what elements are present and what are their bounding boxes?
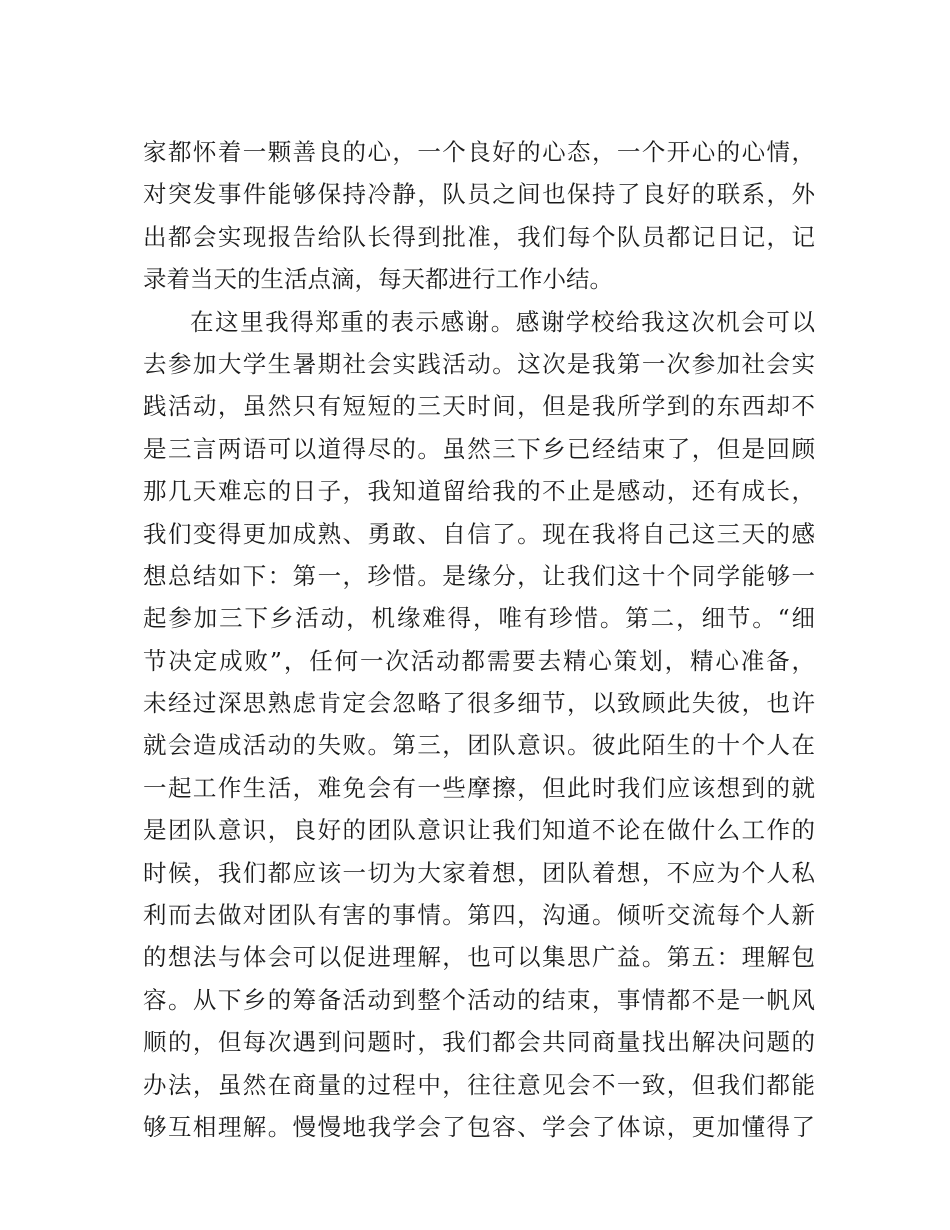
text-line: 对突发事件能够保持冷静，队员之间也保持了良好的联系，外: [143, 180, 815, 209]
text-line: 是团队意识，良好的团队意识让我们知道不论在做什么工作的: [143, 816, 815, 845]
paragraph-continuation: [143, 131, 815, 301]
text-line: 利而去做对团队有害的事情。第四，沟通。倾听交流每个人新: [143, 901, 815, 930]
text-line: 办法，虽然在商量的过程中，往往意见会不一致，但我们都能: [143, 1070, 815, 1099]
text-line: 家都怀着一颗善良的心，一个良好的心态，一个开心的心情，: [143, 138, 815, 166]
text-line: 一起工作生活，难免会有一些摩擦，但此时我们应该想到的就: [143, 773, 815, 802]
text-line: 的想法与体会可以促进理解，也可以集思广益。第五：理解包: [143, 943, 815, 972]
text-line: 那几天难忘的日子，我知道留给我的不止是感动，还有成长，: [143, 477, 815, 506]
text-line: 想总结如下：第一，珍惜。是缘分，让我们这十个同学能够一: [143, 561, 815, 590]
text-line: 去参加大学生暑期社会实践活动。这次是我第一次参加社会实: [143, 349, 815, 378]
text-line: 在这里我得郑重的表示感谢。感谢学校给我这次机会可以: [190, 307, 815, 336]
text-line: 就会造成活动的失败。第三，团队意识。彼此陌生的十个人在: [143, 731, 815, 760]
text-line: 节决定成败”，任何一次活动都需要去精心策划，精心准备，: [143, 646, 815, 675]
text-line: 容。从下乡的筹备活动到整个活动的结束，事情都不是一帆风: [143, 985, 815, 1014]
paragraph-thanks: [143, 301, 815, 1149]
text-line: 我们变得更加成熟、勇敢、自信了。现在我将自己这三天的感: [143, 519, 815, 548]
text-line: 未经过深思熟虑肯定会忽略了很多细节，以致顾此失彼，也许: [143, 689, 815, 718]
text-line: 顺的，但每次遇到问题时，我们都会共同商量找出解决问题的: [143, 1028, 815, 1057]
text-line: 时候，我们都应该一切为大家着想，团队着想，不应为个人私: [143, 858, 815, 887]
text-line: 够互相理解。慢慢地我学会了包容、学会了体谅，更加懂得了: [143, 1112, 815, 1141]
text-line: 践活动，虽然只有短短的三天时间，但是我所学到的东西却不: [143, 392, 815, 421]
text-line: 录着当天的生活点滴，每天都进行工作小结。: [143, 265, 613, 294]
text-line: 起参加三下乡活动，机缘难得，唯有珍惜。第二，细节。“细: [143, 604, 815, 633]
text-line: 是三言两语可以道得尽的。虽然三下乡已经结束了，但是回顾: [143, 434, 815, 463]
document-body: [143, 131, 815, 1148]
text-line: 出都会实现报告给队长得到批准，我们每个队员都记日记，记: [143, 222, 815, 251]
